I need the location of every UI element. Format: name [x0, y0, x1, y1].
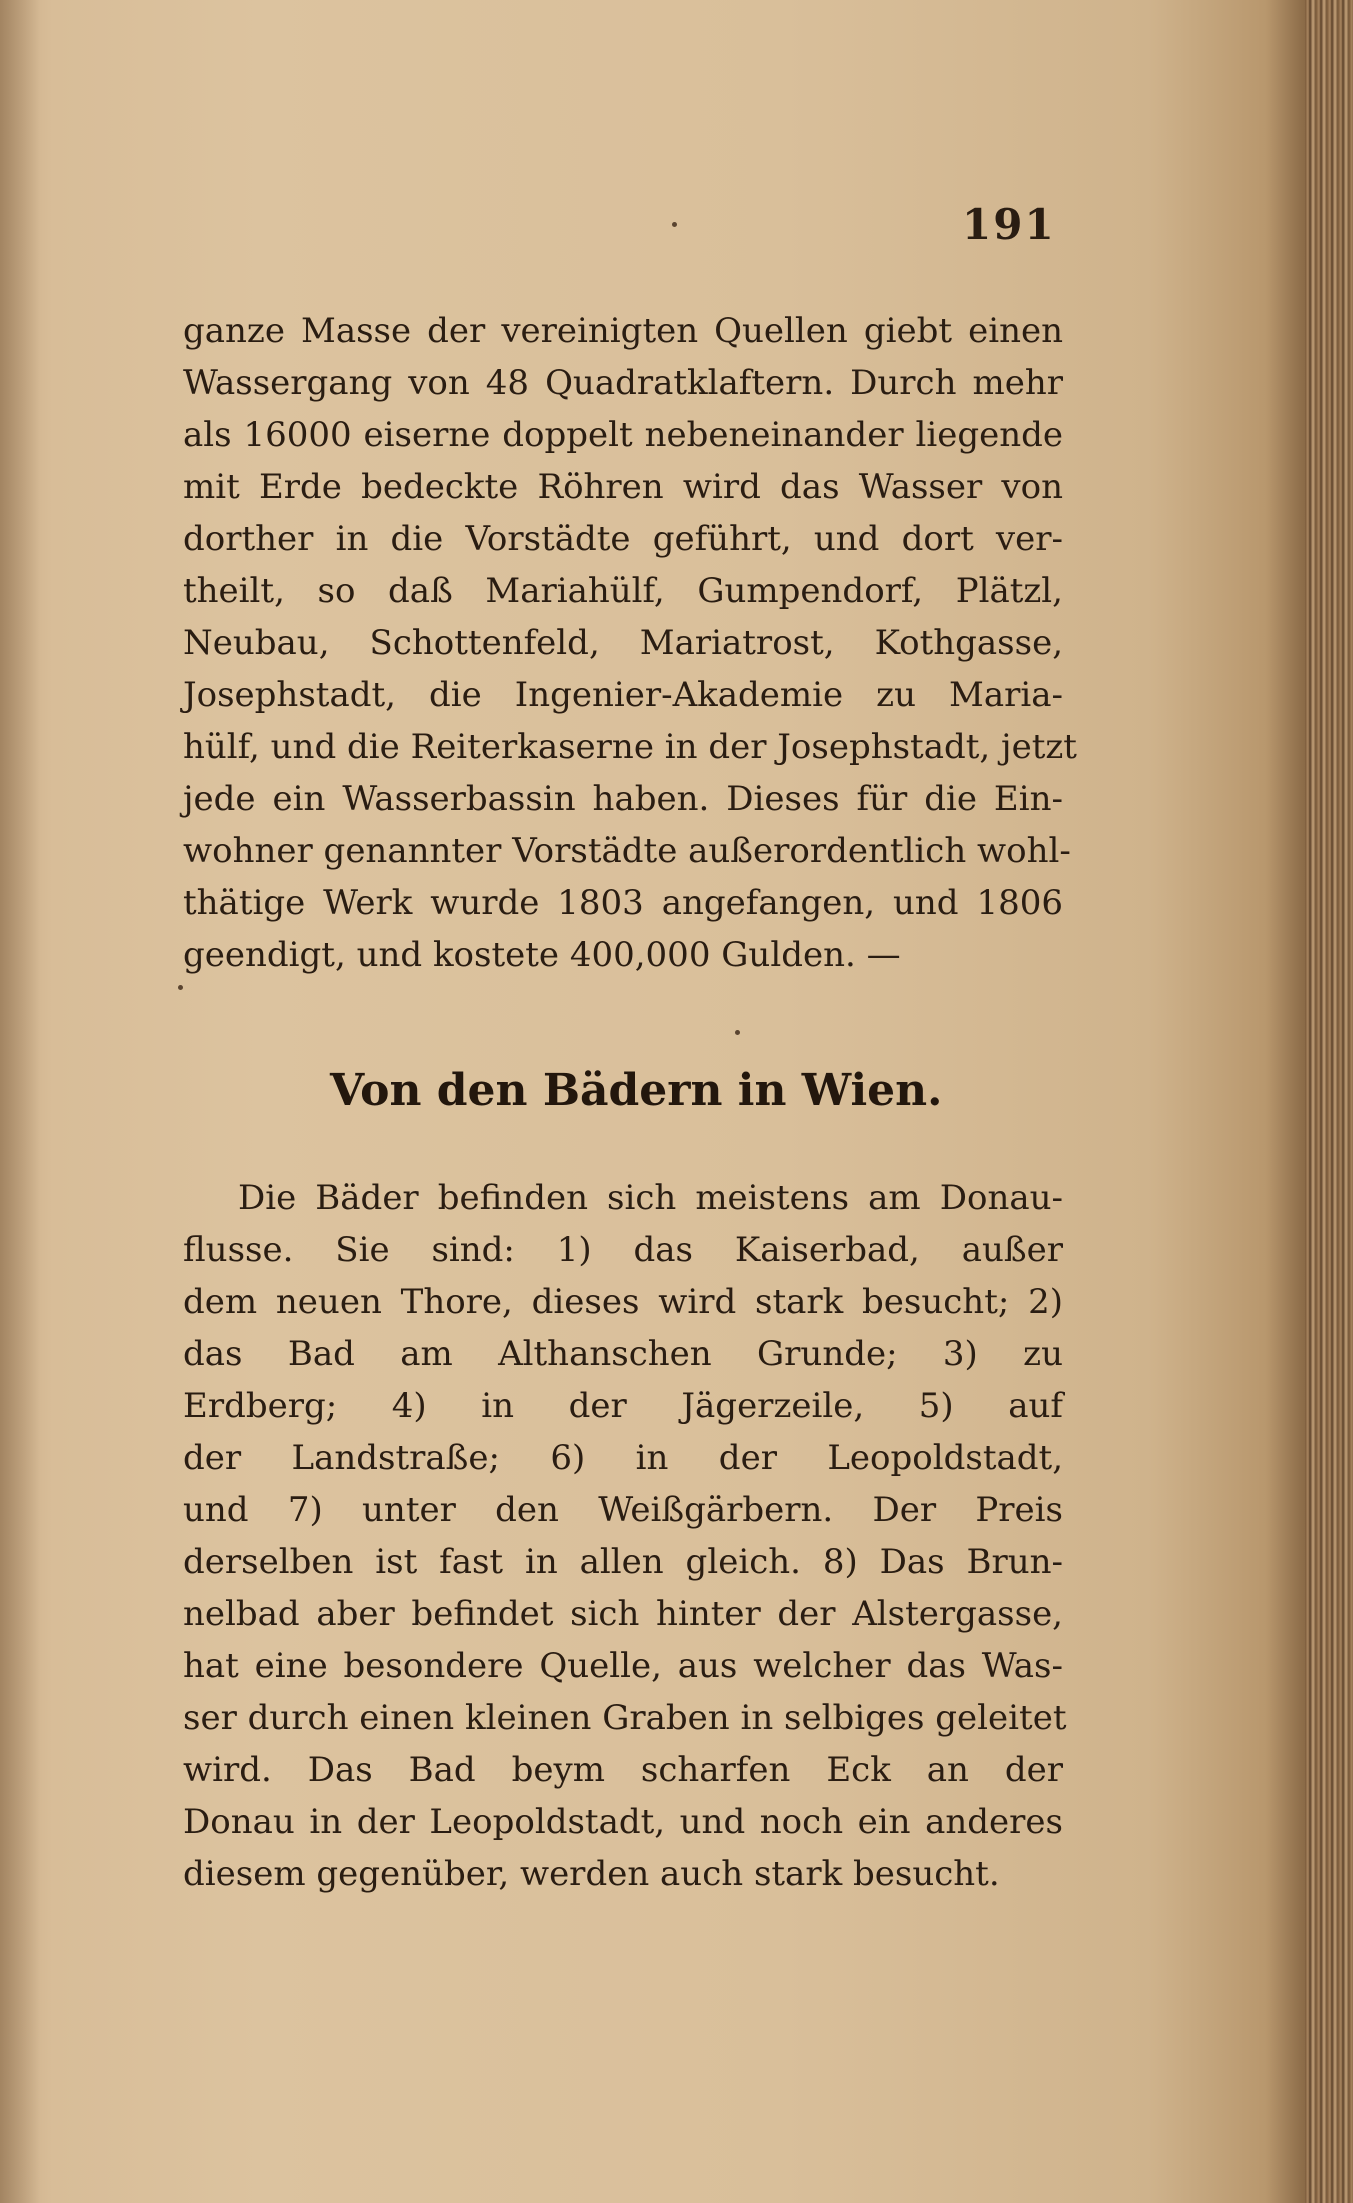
page-edges	[1305, 0, 1353, 2203]
section-heading: Von den Bädern in Wien.	[330, 1065, 943, 1116]
ink-fleck	[735, 1030, 740, 1035]
text-line: Josephstadt, die Ingenier-Akademie zu Maria-	[183, 675, 1063, 715]
text-line: und 7) unter den Weißgärbern. Der Preis	[183, 1490, 1063, 1530]
text-line: derselben ist fast in allen gleich. 8) Das Brun-	[183, 1542, 1063, 1582]
text-line: nelbad aber befindet sich hinter der Alstergasse,	[183, 1594, 1063, 1634]
text-line: Donau in der Leopoldstadt, und noch ein anderes	[183, 1802, 1063, 1842]
text-line: ganze Masse der vereinigten Quellen giebt einen	[183, 311, 1063, 351]
text-line: diesem gegenüber, werden auch stark besucht.	[183, 1854, 1000, 1894]
text-line: das Bad am Althanschen Grunde; 3) zu	[183, 1334, 1063, 1374]
spine-shadow	[0, 0, 40, 2203]
text-line: Neubau, Schottenfeld, Mariatrost, Kothgasse,	[183, 623, 1063, 663]
ink-fleck	[178, 985, 183, 990]
text-line: hat eine besondere Quelle, aus welcher das Was-	[183, 1646, 1063, 1686]
page-number: 191	[962, 200, 1056, 249]
ink-fleck	[672, 222, 677, 227]
text-line: hülf, und die Reiterkaserne in der Josephstadt, jetzt	[183, 727, 1077, 767]
text-line: thätige Werk wurde 1803 angefangen, und 1806	[183, 883, 1063, 923]
text-line: Die Bäder befinden sich meistens am Donau-	[238, 1178, 1063, 1218]
text-line: theilt, so daß Mariahülf, Gumpendorf, Plätzl,	[183, 571, 1063, 611]
paragraph-water-supply	[183, 305, 1077, 981]
text-line: als 16000 eiserne doppelt nebeneinander liegende	[183, 415, 1063, 455]
text-line: geendigt, und kostete 400,000 Gulden. —	[183, 935, 901, 975]
text-line: dorther in die Vorstädte geführt, und dort ver-	[183, 519, 1063, 559]
text-line: Erdberg; 4) in der Jägerzeile, 5) auf	[183, 1386, 1063, 1426]
text-line: ser durch einen kleinen Graben in selbiges geleitet	[183, 1698, 1067, 1738]
text-line: der Landstraße; 6) in der Leopoldstadt,	[183, 1438, 1063, 1478]
paragraph-baths	[183, 1172, 1067, 1900]
text-line: mit Erde bedeckte Röhren wird das Wasser von	[183, 467, 1063, 507]
text-line: dem neuen Thore, dieses wird stark besucht; 2)	[183, 1282, 1063, 1322]
text-line: Wassergang von 48 Quadratklaftern. Durch mehr	[183, 363, 1063, 403]
text-line: wohner genannter Vorstädte außerordentlich wohl-	[183, 831, 1071, 871]
text-line: wird. Das Bad beym scharfen Eck an der	[183, 1750, 1063, 1790]
text-line: flusse. Sie sind: 1) das Kaiserbad, außer	[183, 1230, 1063, 1270]
text-line: jede ein Wasserbassin haben. Dieses für die Ein-	[183, 779, 1063, 819]
